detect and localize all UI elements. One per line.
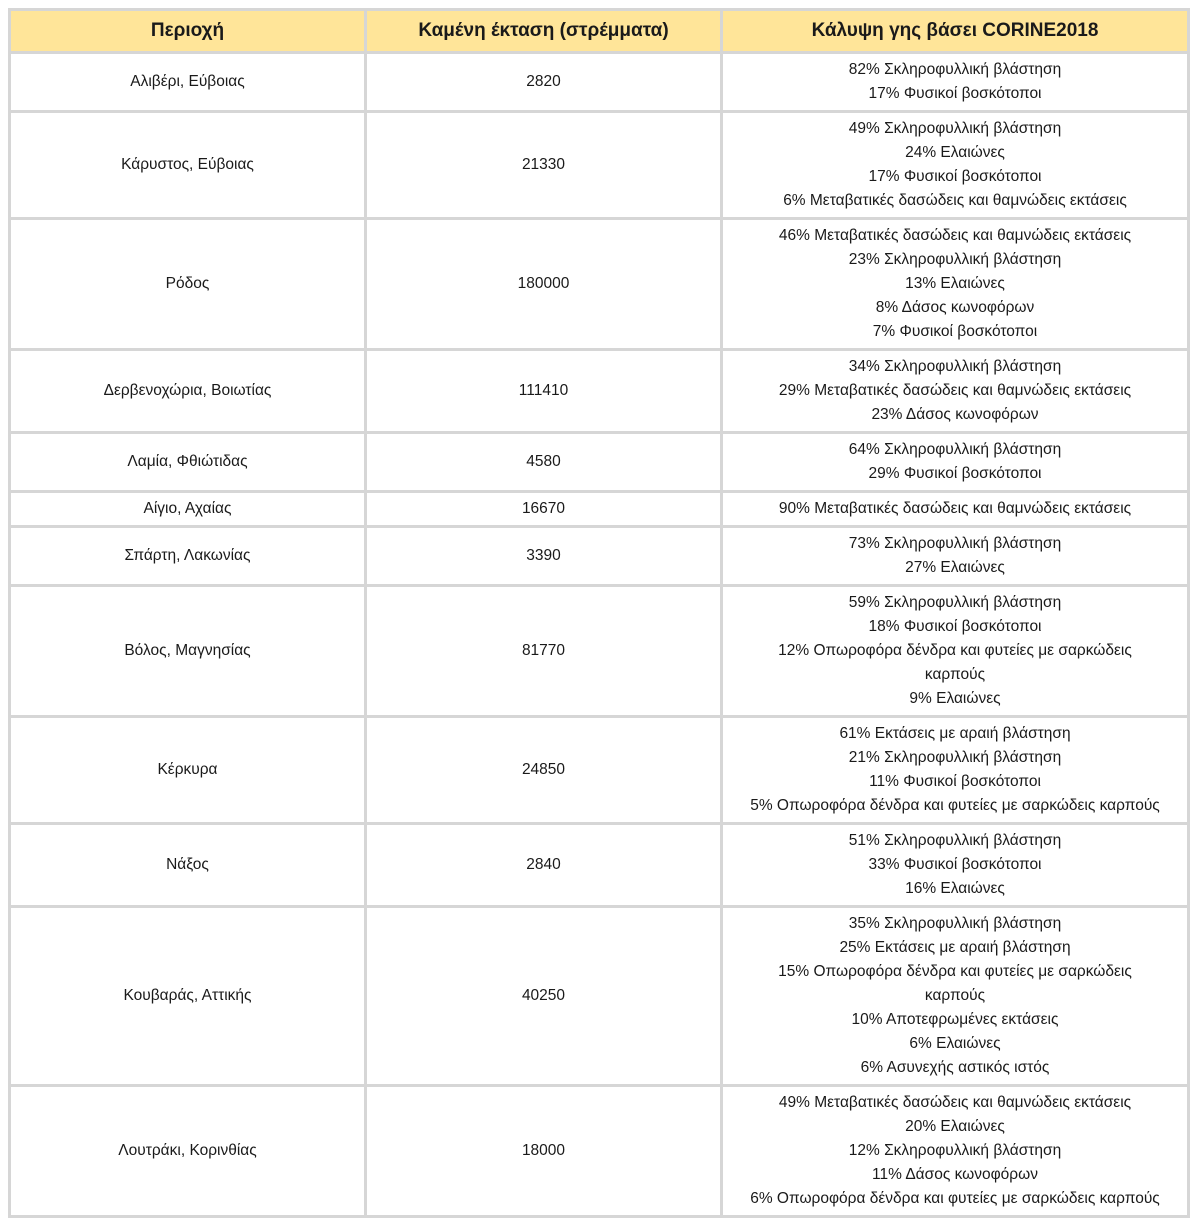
land-cover-line: 23% Σκληροφυλλική βλάστηση: [848, 251, 1062, 268]
land-cover-line: καρπούς: [924, 987, 986, 1004]
land-cover-line: καρπούς: [924, 666, 986, 683]
land-cover-line: 12% Οπωροφόρα δένδρα και φυτείες με σαρκώδεις: [778, 642, 1132, 659]
land-cover-line: 25% Εκτάσεις με αραιή βλάστηση: [839, 939, 1071, 956]
land-cover-line: 17% Φυσικοί βοσκότοποι: [868, 168, 1042, 185]
land-cover-line: 6% Μεταβατικές δασώδεις και θαμνώδεις εκτάσεις: [783, 192, 1127, 209]
land-cover-line: 17% Φυσικοί βοσκότοποι: [868, 85, 1042, 102]
table-row: [10, 717, 1189, 824]
land-cover-cell: [722, 1086, 1189, 1217]
land-cover-line: 12% Σκληροφυλλική βλάστηση: [848, 1142, 1062, 1159]
burned-area-cell: 4580: [366, 433, 722, 492]
land-cover-line: 6% Ασυνεχής αστικός ιστός: [860, 1059, 1050, 1076]
land-cover-line: 11% Δάσος κωνοφόρων: [872, 1166, 1038, 1183]
region-cell: Λουτράκι, Κορινθίας: [10, 1086, 366, 1217]
burned-areas-table: [8, 8, 1190, 1218]
land-cover-line: 73% Σκληροφυλλική βλάστηση: [848, 535, 1062, 552]
burned-area-cell: 2840: [366, 824, 722, 907]
land-cover-line: 21% Σκληροφυλλική βλάστηση: [848, 749, 1062, 766]
land-cover-cell: [722, 492, 1189, 527]
table-body: [10, 53, 1189, 1217]
burned-area-cell: 180000: [366, 219, 722, 350]
land-cover-cell: [722, 112, 1189, 219]
land-cover-line: 59% Σκληροφυλλική βλάστηση: [848, 594, 1062, 611]
region-cell: Αλιβέρι, Εύβοιας: [10, 53, 366, 112]
land-cover-line: 6% Οπωροφόρα δένδρα και φυτείες με σαρκώδεις καρπούς: [750, 1190, 1160, 1207]
region-cell: Κάρυστος, Εύβοιας: [10, 112, 366, 219]
header-region: Περιοχή: [10, 10, 366, 53]
region-cell: Κέρκυρα: [10, 717, 366, 824]
region-cell: Λαμία, Φθιώτιδας: [10, 433, 366, 492]
land-cover-line: 82% Σκληροφυλλική βλάστηση: [848, 61, 1062, 78]
land-cover-line: 11% Φυσικοί βοσκότοποι: [869, 773, 1041, 790]
land-cover-line: 8% Δάσος κωνοφόρων: [875, 299, 1035, 316]
burned-area-cell: 24850: [366, 717, 722, 824]
table-row: [10, 586, 1189, 717]
land-cover-line: 46% Μεταβατικές δασώδεις και θαμνώδεις εκτάσεις: [778, 227, 1132, 244]
region-cell: Δερβενοχώρια, Βοιωτίας: [10, 350, 366, 433]
land-cover-line: 90% Μεταβατικές δασώδεις και θαμνώδεις εκτάσεις: [778, 500, 1132, 517]
land-cover-line: 49% Μεταβατικές δασώδεις και θαμνώδεις εκτάσεις: [778, 1094, 1132, 1111]
land-cover-cell: [722, 907, 1189, 1086]
table-row: [10, 907, 1189, 1086]
land-cover-line: 20% Ελαιώνες: [905, 1118, 1005, 1135]
land-cover-line: 23% Δάσος κωνοφόρων: [871, 406, 1039, 423]
land-cover-cell: [722, 527, 1189, 586]
header-row: [10, 10, 1189, 53]
region-cell: Βόλος, Μαγνησίας: [10, 586, 366, 717]
region-cell: Αίγιο, Αχαίας: [10, 492, 366, 527]
burned-area-cell: 81770: [366, 586, 722, 717]
table-row: [10, 433, 1189, 492]
land-cover-line: 33% Φυσικοί βοσκότοποι: [868, 856, 1042, 873]
table-row: [10, 1086, 1189, 1217]
land-cover-line: 7% Φυσικοί βοσκότοποι: [872, 323, 1038, 340]
region-cell: Νάξος: [10, 824, 366, 907]
land-cover-cell: [722, 586, 1189, 717]
table-row: [10, 527, 1189, 586]
header-burned-area: Καμένη έκταση (στρέμματα): [366, 10, 722, 53]
burned-area-cell: 18000: [366, 1086, 722, 1217]
burned-area-cell: 21330: [366, 112, 722, 219]
land-cover-line: 29% Μεταβατικές δασώδεις και θαμνώδεις εκτάσεις: [778, 382, 1132, 399]
land-cover-line: 34% Σκληροφυλλική βλάστηση: [848, 358, 1062, 375]
land-cover-cell: [722, 433, 1189, 492]
land-cover-line: 5% Οπωροφόρα δένδρα και φυτείες με σαρκώδεις καρπούς: [750, 797, 1160, 814]
land-cover-cell: [722, 717, 1189, 824]
land-cover-line: 15% Οπωροφόρα δένδρα και φυτείες με σαρκώδεις: [778, 963, 1132, 980]
land-cover-line: 51% Σκληροφυλλική βλάστηση: [848, 832, 1062, 849]
land-cover-cell: [722, 350, 1189, 433]
burned-area-cell: 2820: [366, 53, 722, 112]
region-cell: Κουβαράς, Αττικής: [10, 907, 366, 1086]
table-row: [10, 824, 1189, 907]
header-land-cover: Κάλυψη γης βάσει CORINE2018: [722, 10, 1189, 53]
burned-area-cell: 3390: [366, 527, 722, 586]
land-cover-line: 6% Ελαιώνες: [909, 1035, 1001, 1052]
land-cover-line: 24% Ελαιώνες: [905, 144, 1005, 161]
region-cell: Ρόδος: [10, 219, 366, 350]
region-cell: Σπάρτη, Λακωνίας: [10, 527, 366, 586]
land-cover-line: 49% Σκληροφυλλική βλάστηση: [848, 120, 1062, 137]
land-cover-line: 27% Ελαιώνες: [905, 559, 1005, 576]
land-cover-line: 61% Εκτάσεις με αραιή βλάστηση: [839, 725, 1071, 742]
land-cover-line: 18% Φυσικοί βοσκότοποι: [868, 618, 1042, 635]
table-row: [10, 492, 1189, 527]
land-cover-line: 16% Ελαιώνες: [905, 880, 1005, 897]
burned-area-cell: 40250: [366, 907, 722, 1086]
land-cover-line: 10% Αποτεφρωμένες εκτάσεις: [851, 1011, 1059, 1028]
land-cover-cell: [722, 219, 1189, 350]
land-cover-line: 29% Φυσικοί βοσκότοποι: [868, 465, 1042, 482]
table-row: [10, 53, 1189, 112]
land-cover-line: 13% Ελαιώνες: [905, 275, 1005, 292]
table-row: [10, 112, 1189, 219]
table-row: [10, 350, 1189, 433]
land-cover-cell: [722, 824, 1189, 907]
land-cover-line: 64% Σκληροφυλλική βλάστηση: [848, 441, 1062, 458]
land-cover-line: 35% Σκληροφυλλική βλάστηση: [848, 915, 1062, 932]
burned-area-cell: 111410: [366, 350, 722, 433]
land-cover-cell: [722, 53, 1189, 112]
land-cover-line: 9% Ελαιώνες: [909, 690, 1001, 707]
burned-area-cell: 16670: [366, 492, 722, 527]
table-row: [10, 219, 1189, 350]
